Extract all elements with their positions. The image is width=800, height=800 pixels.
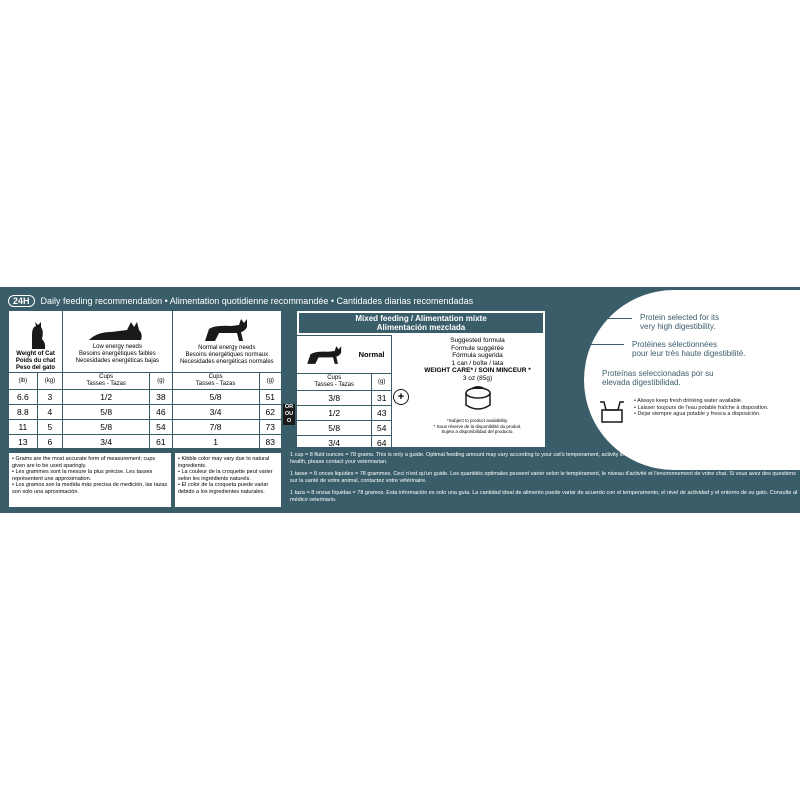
walking-cat-icon bbox=[201, 317, 253, 343]
table-row bbox=[297, 421, 392, 436]
table-row bbox=[9, 390, 282, 405]
table-row bbox=[297, 436, 392, 451]
mixed-cups-label: Cups Tasses - Tazas bbox=[297, 374, 372, 391]
cell: 5/8 bbox=[63, 420, 150, 435]
cell: 4 bbox=[37, 405, 62, 420]
cell: 54 bbox=[372, 421, 392, 436]
low-cups-label: Cups Tasses - Tazas bbox=[63, 373, 150, 390]
fine-print-fr: 1 tasse = 8 onces liquides = 78 grammes. Ceci n'est qu'un guide. Les quantités optimales peuvent varier selon le tempérament, le niveau d'activité et l'environnement de votre chat. Si vous avez des questions sur la santé de votre animal, contactez votre vétérinaire. bbox=[290, 471, 796, 484]
cell: 5/8 bbox=[63, 405, 150, 420]
fine-print-es: 1 taza = 8 onzas líquidas = 78 gramos. Esta información es solo una guía. La cantidad ideal de alimento puede variar de acuerdo con el temperamento, el nivel de actividad y el entorno de su gato. Consulte al médico veterinario. bbox=[290, 490, 798, 503]
cell: 43 bbox=[372, 406, 392, 421]
lying-cat-icon bbox=[87, 318, 147, 342]
normal-cups-label: Cups Tasses - Tazas bbox=[172, 373, 259, 390]
cell: 3/8 bbox=[297, 391, 372, 406]
availability-footnote: *Subject to product availability. * Sous réserve de la disponibilité du produit. Sujeto a disponibilidad del producto. bbox=[433, 418, 522, 434]
mixed-title: Mixed feeding / Alimentation mixte Alimentación mezclada bbox=[299, 313, 543, 333]
cell: 62 bbox=[259, 405, 281, 420]
can-icon bbox=[460, 385, 496, 413]
cell: 51 bbox=[259, 390, 281, 405]
walking-cat-icon bbox=[304, 344, 346, 366]
24h-badge: 24H bbox=[8, 295, 35, 307]
table-row bbox=[297, 406, 392, 421]
cell: 13 bbox=[9, 435, 38, 450]
table-row bbox=[9, 420, 282, 435]
cell: 64 bbox=[372, 436, 392, 451]
dry-feeding-table bbox=[8, 310, 282, 448]
grams-note: • Grams are the most accurate form of measurement; cups given are to be used sparingly. • Les grammes sont la mesure la plus précise. Les tasses représentent une approximation. • Los gramos son la medida más precisa de medición, las tazas son solo una aproximación. bbox=[8, 452, 172, 508]
protein-text-en: Protein selected for its very high digestibility. bbox=[640, 313, 720, 331]
table-row bbox=[9, 405, 282, 420]
cell: 31 bbox=[372, 391, 392, 406]
protein-text-es: Proteínas seleccionadas por su elevada digestibilidad. bbox=[602, 369, 714, 387]
table-row bbox=[297, 391, 392, 406]
cell: 5/8 bbox=[172, 390, 259, 405]
product-size: 3 oz (85g) bbox=[462, 375, 493, 382]
cell: 54 bbox=[150, 420, 172, 435]
cell: 5 bbox=[37, 420, 62, 435]
cell: 83 bbox=[259, 435, 281, 450]
normal-g-label: (g) bbox=[259, 373, 281, 390]
cell: 6.6 bbox=[9, 390, 38, 405]
sitting-cat-icon bbox=[24, 321, 48, 349]
water-note: • Always keep fresh drinking water available. • Laisser toujours de l'eau potable fraîche à disposition. • Dejar siempre agua potable y fresca a disposición. bbox=[634, 398, 769, 417]
cell: 3/4 bbox=[63, 435, 150, 450]
low-energy-header: Low energy needs Besoins énergétiques faibles Necesidades energéticas bajas bbox=[75, 344, 160, 364]
decor-line bbox=[584, 318, 632, 319]
product-name: WEIGHT CARE* / SOIN MINCEUR * bbox=[424, 367, 531, 374]
cell: 3 bbox=[37, 390, 62, 405]
cell: 7/8 bbox=[172, 420, 259, 435]
cell: 46 bbox=[150, 405, 172, 420]
kibble-color-note: • Kibble color may vary due to natural ingredients. • La couleur de la croquette peut varier selon les ingrédients naturels. • El color de la croqueta puede variar debido a los ingredientes naturales. bbox=[174, 452, 282, 508]
mixed-feeding-table bbox=[296, 310, 546, 448]
cell: 1/2 bbox=[297, 406, 372, 421]
normal-label: Normal bbox=[358, 350, 385, 359]
normal-energy-header: Normal energy needs Besoins énergétiques normaux Necesidades energéticas normales bbox=[179, 345, 274, 365]
fine-print-en: 1 cup = 8 fluid ounces = 78 grams. This is only a guide. Optimal feeding amount may vary according to your cat's temperament, activity level and environment. If you have any questions regarding your pet's health, please contact your veterinarian. bbox=[290, 452, 790, 465]
or-divider: OR OU O bbox=[284, 404, 294, 424]
decor-line bbox=[584, 344, 624, 345]
cell: 73 bbox=[259, 420, 281, 435]
protein-text-fr: Protéines sélectionnées pour leur très haute digestibilité. bbox=[632, 340, 746, 358]
suggested-formula: Suggested formula Formule suggérée Fórmula sugerida 1 can / boîte / lata bbox=[450, 337, 505, 367]
cell: 11 bbox=[9, 420, 38, 435]
cell: 61 bbox=[150, 435, 172, 450]
kg-unit: (kg) bbox=[37, 373, 62, 390]
cell: 1 bbox=[172, 435, 259, 450]
cell: 3/4 bbox=[297, 436, 372, 451]
cell: 5/8 bbox=[297, 421, 372, 436]
cell: 3/4 bbox=[172, 405, 259, 420]
weight-header: Weight of Cat Poids du chat Peso del gato bbox=[15, 351, 56, 371]
table-row bbox=[9, 435, 282, 450]
cell: 1/2 bbox=[63, 390, 150, 405]
feeding-title: Daily feeding recommendation • Alimentation quotidienne recommandée • Cantidades diarias recomendadas bbox=[40, 296, 474, 306]
mixed-g-label: (g) bbox=[372, 374, 392, 391]
fine-print bbox=[290, 452, 800, 503]
cell: 38 bbox=[150, 390, 172, 405]
plus-icon: + bbox=[393, 389, 409, 405]
water-bowl-icon bbox=[598, 398, 626, 424]
cell: 8.8 bbox=[9, 405, 38, 420]
feeding-header bbox=[8, 293, 473, 309]
lb-unit: (lb) bbox=[9, 373, 38, 390]
cell: 6 bbox=[37, 435, 62, 450]
low-g-label: (g) bbox=[150, 373, 172, 390]
